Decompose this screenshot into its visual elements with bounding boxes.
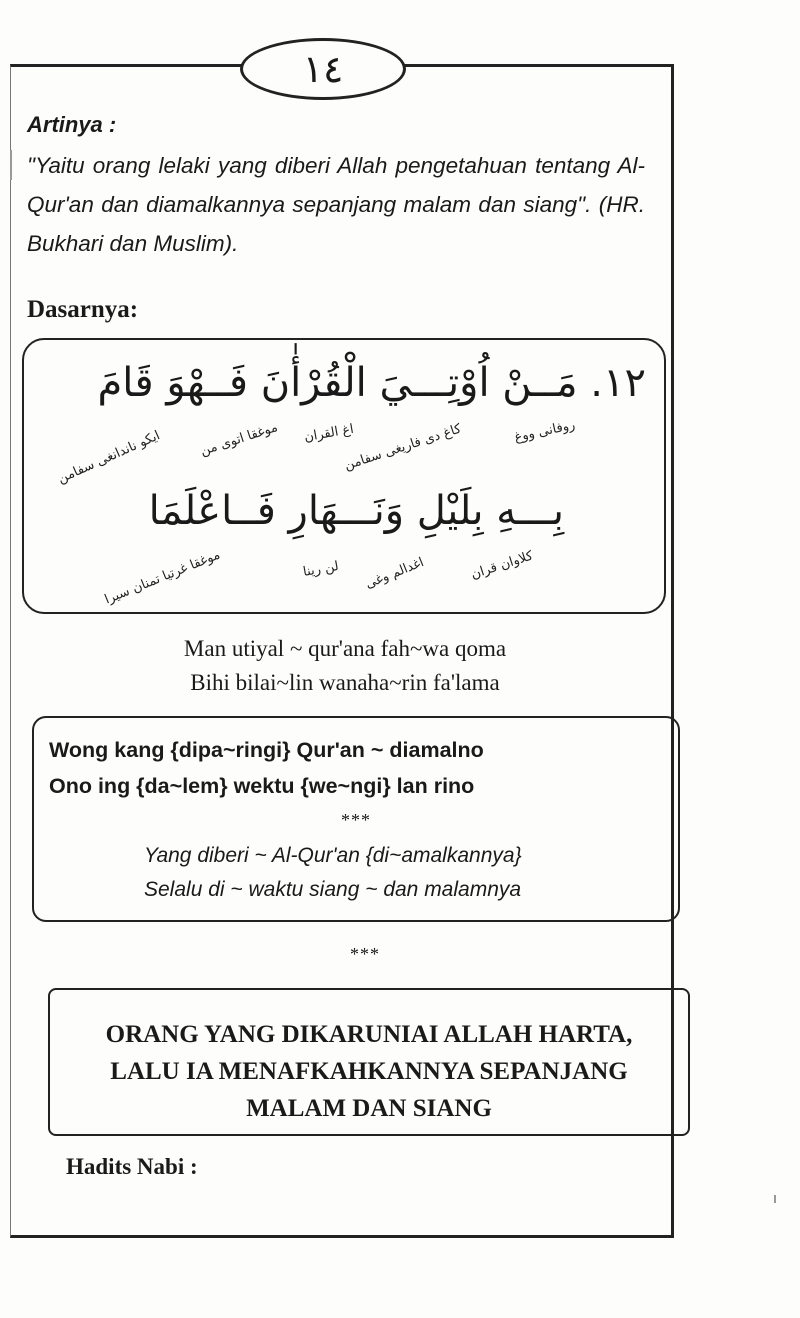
section-heading-line-3: MALAM DAN SIANG <box>246 1095 492 1122</box>
arabic-verse-line-1: ١٢. مَــنْ اُوْتِـــيَ الْقُرْأٰنَ فَــهْوَ قَامَ <box>97 360 646 406</box>
dasarnya-label: Dasarnya: <box>27 296 139 323</box>
arabic-gloss: اغ القران <box>303 421 355 446</box>
transliteration-line-1: Man utiyal ~ qur'ana fah~wa qoma <box>183 636 507 661</box>
section-heading-line-2: LALU IA MENAFKAHKANNYA SEPANJANG <box>110 1058 628 1085</box>
arabic-gloss: موغقا غرتيا تمنان سيرا <box>102 547 223 608</box>
javanese-line-1: Wong kang {dipa~ringi} Qur'an ~ diamalno <box>49 738 484 762</box>
hadits-label: Hadits Nabi : <box>66 1154 198 1179</box>
arabic-gloss: روفانى ووغ <box>513 417 577 446</box>
arabic-verse-box <box>22 338 666 614</box>
arabic-gloss: كاغ دى فاريغى سفامن <box>342 421 464 474</box>
arabic-verse-line-2: بِـــهِ بِلَيْلِ وَنَـــهَارِ فَــاعْلَمَا <box>148 488 564 534</box>
artinya-label: Artinya : <box>27 112 117 137</box>
javanese-translation-box <box>32 716 680 922</box>
arabic-gloss: كلاوان قران <box>469 548 535 583</box>
stars-divider: *** <box>341 810 371 830</box>
section-heading <box>50 1016 688 1127</box>
section-heading-line-1: ORANG YANG DIKARUNIAI ALLAH HARTA, <box>105 1021 633 1048</box>
section-heading-box <box>48 988 690 1136</box>
indonesian-line-1: Yang diberi ~ Al-Qur'an {di~amalkannya} <box>144 844 522 867</box>
javanese-line-2: Ono ing {da~lem} wektu {we~ngi} lan rino <box>49 774 475 798</box>
stars-separator: *** <box>350 944 380 964</box>
artinya-text: "Yaitu orang lelaki yang diberi Allah pengetahuan tentang Al-Qur'an dan diamalkannya sepanjang malam dan siang". (HR. Bukhari dan Muslim). <box>27 153 645 256</box>
arabic-gloss: اغدالم وغى <box>363 555 427 592</box>
scan-mark <box>774 1195 776 1203</box>
arabic-gloss: موغقا اتوى من <box>198 419 280 460</box>
arabic-gloss: ايكو ناندانغى سفامن <box>55 428 163 487</box>
page-number: ١٤ <box>240 38 406 100</box>
arabic-gloss: لن رينا <box>302 559 341 580</box>
indonesian-line-2: Selalu di ~ waktu siang ~ dan malamnya <box>144 878 522 901</box>
transliteration-line-2: Bihi bilai~lin wanaha~rin fa'lama <box>190 670 500 695</box>
scan-mark <box>10 150 12 180</box>
